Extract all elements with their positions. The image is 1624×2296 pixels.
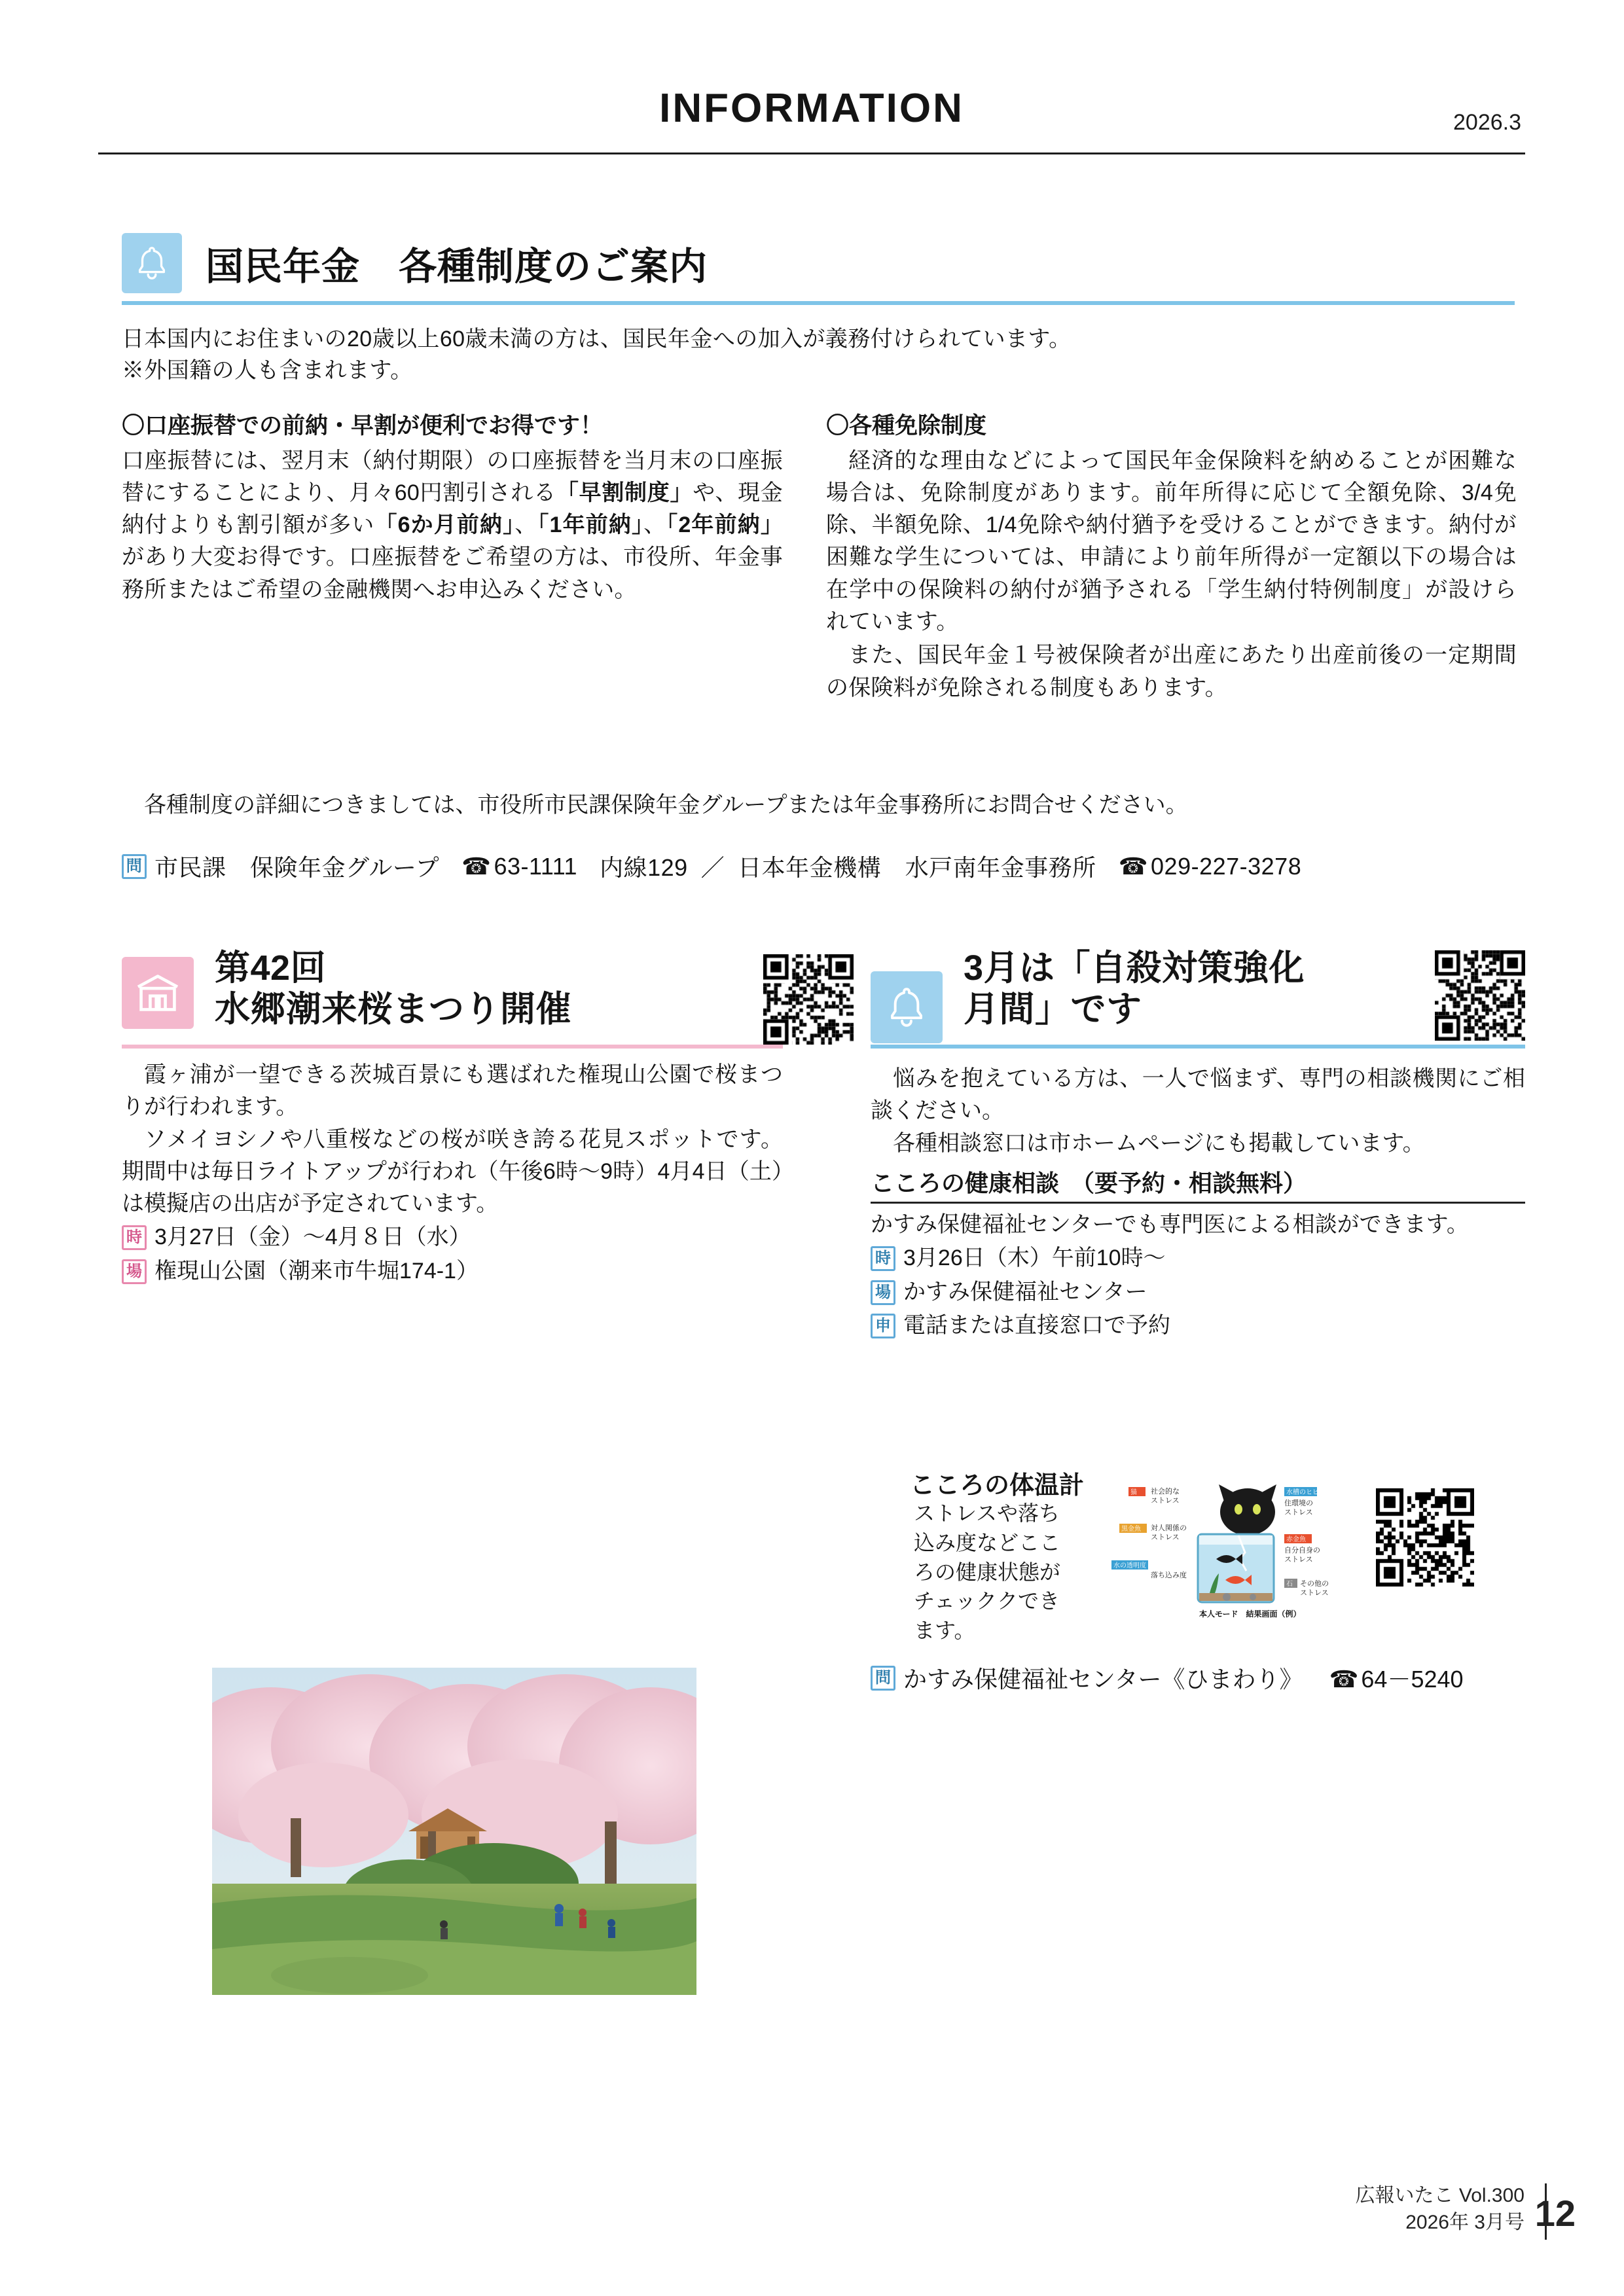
suicide-p2: 各種相談窓口は市ホームページにも掲載しています。 [893, 1130, 1425, 1156]
pension-lede-line2: ※外国籍の人も含まれます。 [122, 358, 413, 384]
when-icon: 時 [122, 1225, 147, 1250]
footer-line2: 2026年 3月号 [1405, 2211, 1525, 2233]
sakura-where: 権現山公園（潮来市牛堀174-1） [154, 1258, 478, 1283]
suicide-title-line2: 月間」です [964, 989, 1142, 1029]
pension-left-bold3: 「1年前納」 [537, 512, 644, 538]
svg-text:本人モード 結果画面（例）: 本人モード 結果画面（例） [1199, 1609, 1301, 1619]
svg-text:ストレス: ストレス [1284, 1509, 1313, 1516]
where-icon: 場 [122, 1259, 147, 1284]
suicide-when-line [871, 1242, 1525, 1274]
pension-left-bold2: 「6か月前納」 [374, 512, 515, 538]
sakura-when: 3月27日（金）〜4月８日（水） [154, 1225, 471, 1250]
qr-code[interactable] [1376, 1488, 1474, 1587]
footer-line1: 広報いたこ Vol.300 [1355, 2185, 1525, 2206]
svg-text:赤金魚: 赤金魚 [1286, 1536, 1306, 1543]
svg-text:ストレス: ストレス [1151, 1534, 1180, 1541]
pension-left-text5: があり大変お得です。口座振替をご希望の方は、市役所、年金事務所またはご希望の金融機関へお申込みください。 [122, 545, 783, 602]
sakura-photo [212, 1668, 696, 1995]
apply-icon: 申 [871, 1314, 895, 1338]
pension-right-p1: 経済的な理由などによって国民年金保険料を納めることが困難な場合は、免除制度があります。前年所得に応じて全額免除、3/4免除、半額免除、1/4免除や納付猶予を受けることができます。納付が困難な学生については、申請により前年所得が一定額以下の場合は在学中の保険料の納付が猶予される「学生納付特例制度」が設けられています。 [826, 448, 1517, 634]
qr-code[interactable] [763, 954, 854, 1045]
svg-text:石: 石 [1286, 1581, 1293, 1588]
suicide-title-line1: 3月は「自殺対策強化 [964, 948, 1305, 988]
pension-left-bold1: 「早割制度」 [556, 480, 693, 505]
svg-text:ストレス: ストレス [1151, 1497, 1180, 1505]
issue-date: 2026.3 [1453, 110, 1521, 135]
svg-text:猫: 猫 [1130, 1489, 1137, 1496]
suicide-title [964, 948, 1305, 1030]
pension-left-bold4: 「2年前納」 [666, 512, 784, 538]
suicide-block [871, 948, 1525, 1693]
kokoro-illustration [1088, 1478, 1363, 1641]
where-icon: 場 [871, 1280, 895, 1305]
sakura-where-line [122, 1255, 783, 1287]
suicide-contact [871, 1661, 1525, 1695]
pension-contact-tel1: ☎ 63-1111 [461, 853, 577, 880]
when-icon: 時 [871, 1246, 895, 1271]
pension-contact-dept: 市民課 保険年金グループ [154, 854, 440, 881]
pension-underline [122, 301, 1515, 305]
suicide-when: 3月26日（木）午前10時〜 [903, 1246, 1166, 1271]
suicide-where: かすみ保健福祉センター [903, 1279, 1147, 1304]
svg-text:対人関係の: 対人関係の [1151, 1524, 1187, 1532]
svg-text:水の透明度: 水の透明度 [1113, 1562, 1146, 1570]
page-header [98, 85, 1525, 157]
svg-text:黒金魚: 黒金魚 [1121, 1526, 1141, 1533]
pension-contact [122, 850, 1516, 883]
bell-icon [122, 233, 182, 293]
suicide-underline [871, 1045, 1525, 1049]
sakura-p2: ソメイヨシノや八重桜などの桜が咲き誇る花見スポットです。期間中は毎日ライトアップが行われ（午後6時〜9時）4月4日（土）は模擬店の出店が予定されています。 [122, 1126, 783, 1217]
pension-left-text1: 口座振替には、翌月末（納付期限）の口座振替を当月末の口座振替にすることにより、月々60円割引される [122, 448, 783, 505]
suicide-contact-dept: かすみ保健福祉センター《ひまわり》 [903, 1666, 1303, 1693]
svg-text:ストレス: ストレス [1300, 1589, 1329, 1597]
inquiry-icon: 問 [122, 854, 147, 879]
pension-section-header [122, 233, 1515, 305]
pension-right-subhead: 〇各種免除制度 [826, 413, 987, 439]
pension-right-column [826, 411, 1517, 704]
svg-text:社会的な: 社会的な [1151, 1488, 1180, 1496]
svg-text:住環境の: 住環境の [1284, 1499, 1313, 1507]
sakura-p1: 霞ヶ浦が一望できる茨城百景にも選ばれた権現山公園で桜まつりが行われます。 [122, 1062, 783, 1120]
sakura-title-line1: 第42回 [215, 948, 327, 988]
pension-lede [122, 323, 1516, 387]
sakura-body [122, 1059, 783, 1287]
sakura-underline [122, 1045, 783, 1049]
pension-contact-org: 日本年金機構 水戸南年金事務所 [738, 854, 1096, 881]
suicide-body [871, 1063, 1525, 1342]
qr-code[interactable] [1435, 950, 1525, 1041]
bell-icon [871, 971, 943, 1043]
torii-building-icon [122, 957, 194, 1029]
pension-contact-tel2: ☎ 029-227-3278 [1119, 853, 1302, 880]
pension-left-text4: 、 [643, 512, 667, 538]
pension-contact-separator: ／ [700, 854, 725, 881]
svg-text:水槽のヒビ: 水槽のヒビ [1286, 1489, 1319, 1496]
suicide-apply-line [871, 1310, 1525, 1342]
inquiry-icon: 問 [871, 1666, 895, 1691]
suicide-p1: 悩みを抱えている方は、一人で悩まず、専門の相談機関にご相談ください。 [871, 1066, 1525, 1124]
svg-text:その他の: その他の [1300, 1580, 1329, 1588]
kokoro-title: こころの体温計 [910, 1472, 1085, 1499]
pension-left-column [122, 411, 783, 606]
page-title: INFORMATION [659, 86, 964, 131]
sakura-block [122, 948, 783, 1283]
kokoro-thermometer-panel [910, 1465, 1525, 1643]
svg-text:自分自身の: 自分自身の [1284, 1547, 1320, 1554]
page-number: 12 [1534, 2193, 1576, 2234]
pension-left-body [122, 445, 783, 606]
sakura-title-line2: 水郷潮来桜まつり開催 [215, 989, 571, 1029]
pension-title: 国民年金 各種制度のご案内 [206, 245, 708, 288]
kokoro-body: ストレスや落ち込み度などこころの健康状態がチェッククできます。 [914, 1501, 1061, 1643]
svg-text:落ち込み度: 落ち込み度 [1151, 1571, 1187, 1579]
pension-closing: 各種制度の詳細につきましては、市役所市民課保険年金グループまたは年金事務所にお問合せください。 [144, 793, 1188, 817]
pension-lede-line1: 日本国内にお住まいの20歳以上60歳未満の方は、国民年金への加入が義務付けられています。 [122, 327, 1072, 351]
sakura-title [215, 948, 571, 1030]
pension-contact-ext: 内線129 [600, 854, 688, 881]
sakura-when-line [122, 1221, 783, 1253]
page-footer [1355, 2183, 1576, 2236]
suicide-p3: かすみ保健福祉センターでも専門医による相談ができます。 [871, 1212, 1469, 1238]
suicide-apply: 電話または直接窓口で予約 [903, 1312, 1170, 1338]
suicide-where-line [871, 1276, 1525, 1308]
svg-text:ストレス: ストレス [1284, 1556, 1313, 1564]
pension-left-text3: 、 [514, 512, 538, 538]
header-divider [98, 152, 1525, 154]
pension-left-subhead: 〇口座振替での前納・早割が便利でお得です！ [122, 413, 604, 439]
suicide-contact-tel: ☎ 64－5240 [1329, 1661, 1464, 1695]
pension-left-text2: や、現金納付よりも割引額が多い [122, 480, 783, 538]
pension-right-p2: また、国民年金１号被保険者が出産にあたり出産前後の一定期間の保険料が免除される制度もあります。 [826, 643, 1517, 700]
pension-right-body [826, 445, 1517, 704]
suicide-subhead: こころの健康相談 （要予約・相談無料） [871, 1166, 1525, 1204]
